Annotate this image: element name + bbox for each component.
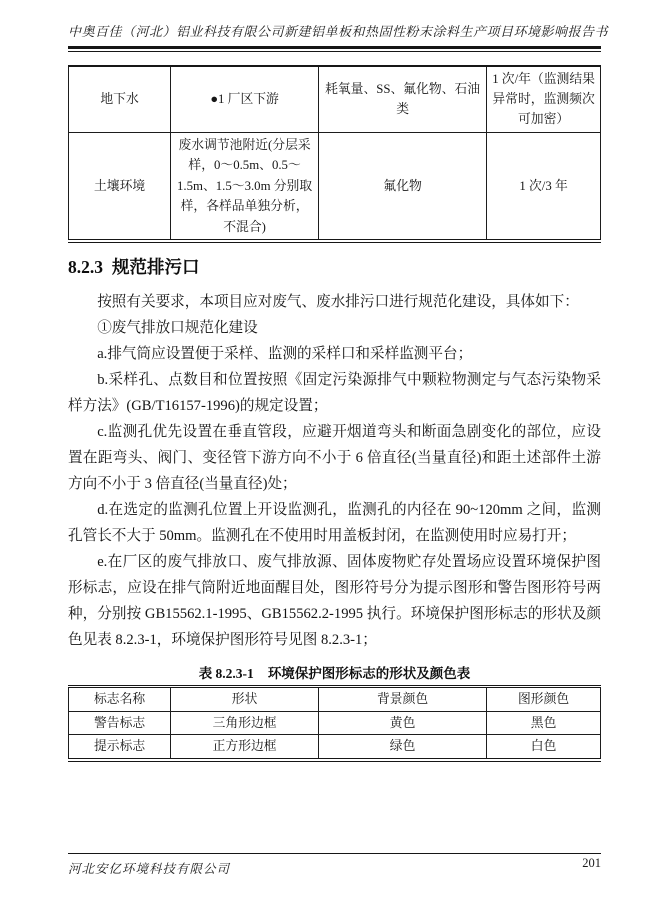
table-header-row bbox=[69, 687, 601, 711]
sign-bg-cell: 绿色 bbox=[319, 735, 487, 760]
paragraph: d.在选定的监测孔位置上开设监测孔，监测孔的内径在 90~120mm 之间，监测孔管长不大于 50mm。监测孔在不使用时用盖板封闭，在监测使用时应易打开； bbox=[68, 502, 601, 545]
running-footer bbox=[68, 853, 601, 877]
section-heading bbox=[68, 254, 601, 279]
sign-color-table bbox=[68, 685, 601, 761]
monitor-category-cell: 地下水 bbox=[69, 66, 171, 133]
header-rule-thick bbox=[68, 46, 601, 49]
sign-bg-cell: 黄色 bbox=[319, 711, 487, 734]
monitoring-plan-table bbox=[68, 65, 601, 244]
table-row bbox=[69, 66, 601, 133]
footer-company-name: 河北安亿环境科技有限公司 bbox=[68, 862, 231, 876]
sign-name-cell: 警告标志 bbox=[69, 711, 171, 734]
section-body bbox=[68, 289, 601, 653]
paragraph: a.排气筒应设置便于采样、监测的采样口和采样监测平台； bbox=[97, 346, 473, 363]
sign-name-cell: 提示标志 bbox=[69, 735, 171, 760]
running-header-title: 中奥百佳（河北）铝业科技有限公司新建铝单板和热固性粉末涂料生产项目环境影响报告书 bbox=[68, 24, 609, 39]
paragraph: b.采样孔、点数目和位置按照《固定污染源排气中颗粒物测定与气态污染物采样方法》(GB/T16157-1996)的规定设置； bbox=[68, 372, 601, 415]
table-row bbox=[69, 711, 601, 734]
header-bg-color: 背景颜色 bbox=[319, 687, 487, 711]
monitor-category-cell: 土壤环境 bbox=[69, 132, 171, 241]
monitor-factors-cell: 氟化物 bbox=[319, 132, 487, 241]
sign-fg-cell: 白色 bbox=[487, 735, 601, 760]
header-fig-color: 图形颜色 bbox=[487, 687, 601, 711]
table-caption-number: 表 8.2.3-1 bbox=[198, 666, 254, 682]
header-shape: 形状 bbox=[171, 687, 319, 711]
monitor-location-cell: 废水调节池附近(分层采样，0～0.5m、0.5～1.5m、1.5～3.0m 分别取样，各样品单独分析，不混合) bbox=[171, 132, 319, 241]
sign-shape-cell: 正方形边框 bbox=[171, 735, 319, 760]
table-row bbox=[69, 132, 601, 241]
sign-shape-cell: 三角形边框 bbox=[171, 711, 319, 734]
table-caption bbox=[68, 662, 601, 682]
sign-fg-cell: 黑色 bbox=[487, 711, 601, 734]
section-title: 规范排污口 bbox=[112, 257, 200, 278]
header-sign-name: 标志名称 bbox=[69, 687, 171, 711]
header-rule-thin bbox=[68, 51, 601, 52]
paragraph: c.监测孔优先设置在垂直管段，应避开烟道弯头和断面急剧变化的部位，应设置在距弯头、阀门、变径管下游方向不小于 6 倍直径(当量直径)和距土述部件土游方向不小于 3 倍直径(当量直径)处； bbox=[68, 424, 601, 493]
paragraph: 按照有关要求，本项目应对废气、废水排污口进行规范化建设，具体如下： bbox=[97, 294, 579, 311]
paragraph: e.在厂区的废气排放口、废气排放源、固体废物贮存处置场应设置环境保护图形标志，应设在排气筒附近地面醒目处，图形符号分为提示图形和警告图形符号两种，分别按 GB15562.1-1995、GB15562.2-1995 执行。环境保护图形标志的形状及颜色见表 8.2.3-1，环境保护图形符号见图 8.2.3-1； bbox=[68, 554, 601, 649]
section-number: 8.2.3 bbox=[68, 257, 103, 278]
monitor-location-cell: ●1 厂区下游 bbox=[171, 66, 319, 133]
monitor-frequency-cell: 1 次/3 年 bbox=[487, 132, 601, 241]
page-body bbox=[68, 0, 609, 923]
monitor-factors-cell: 耗氧量、SS、氟化物、石油类 bbox=[319, 66, 487, 133]
monitor-frequency-cell: 1 次/年（监测结果异常时，监测频次可加密） bbox=[487, 66, 601, 133]
paragraph: ①废气排放口规范化建设 bbox=[97, 320, 258, 337]
page-number: 201 bbox=[582, 856, 601, 870]
table-caption-text: 环境保护图形标志的形状及颜色表 bbox=[267, 666, 471, 682]
table-row bbox=[69, 735, 601, 760]
